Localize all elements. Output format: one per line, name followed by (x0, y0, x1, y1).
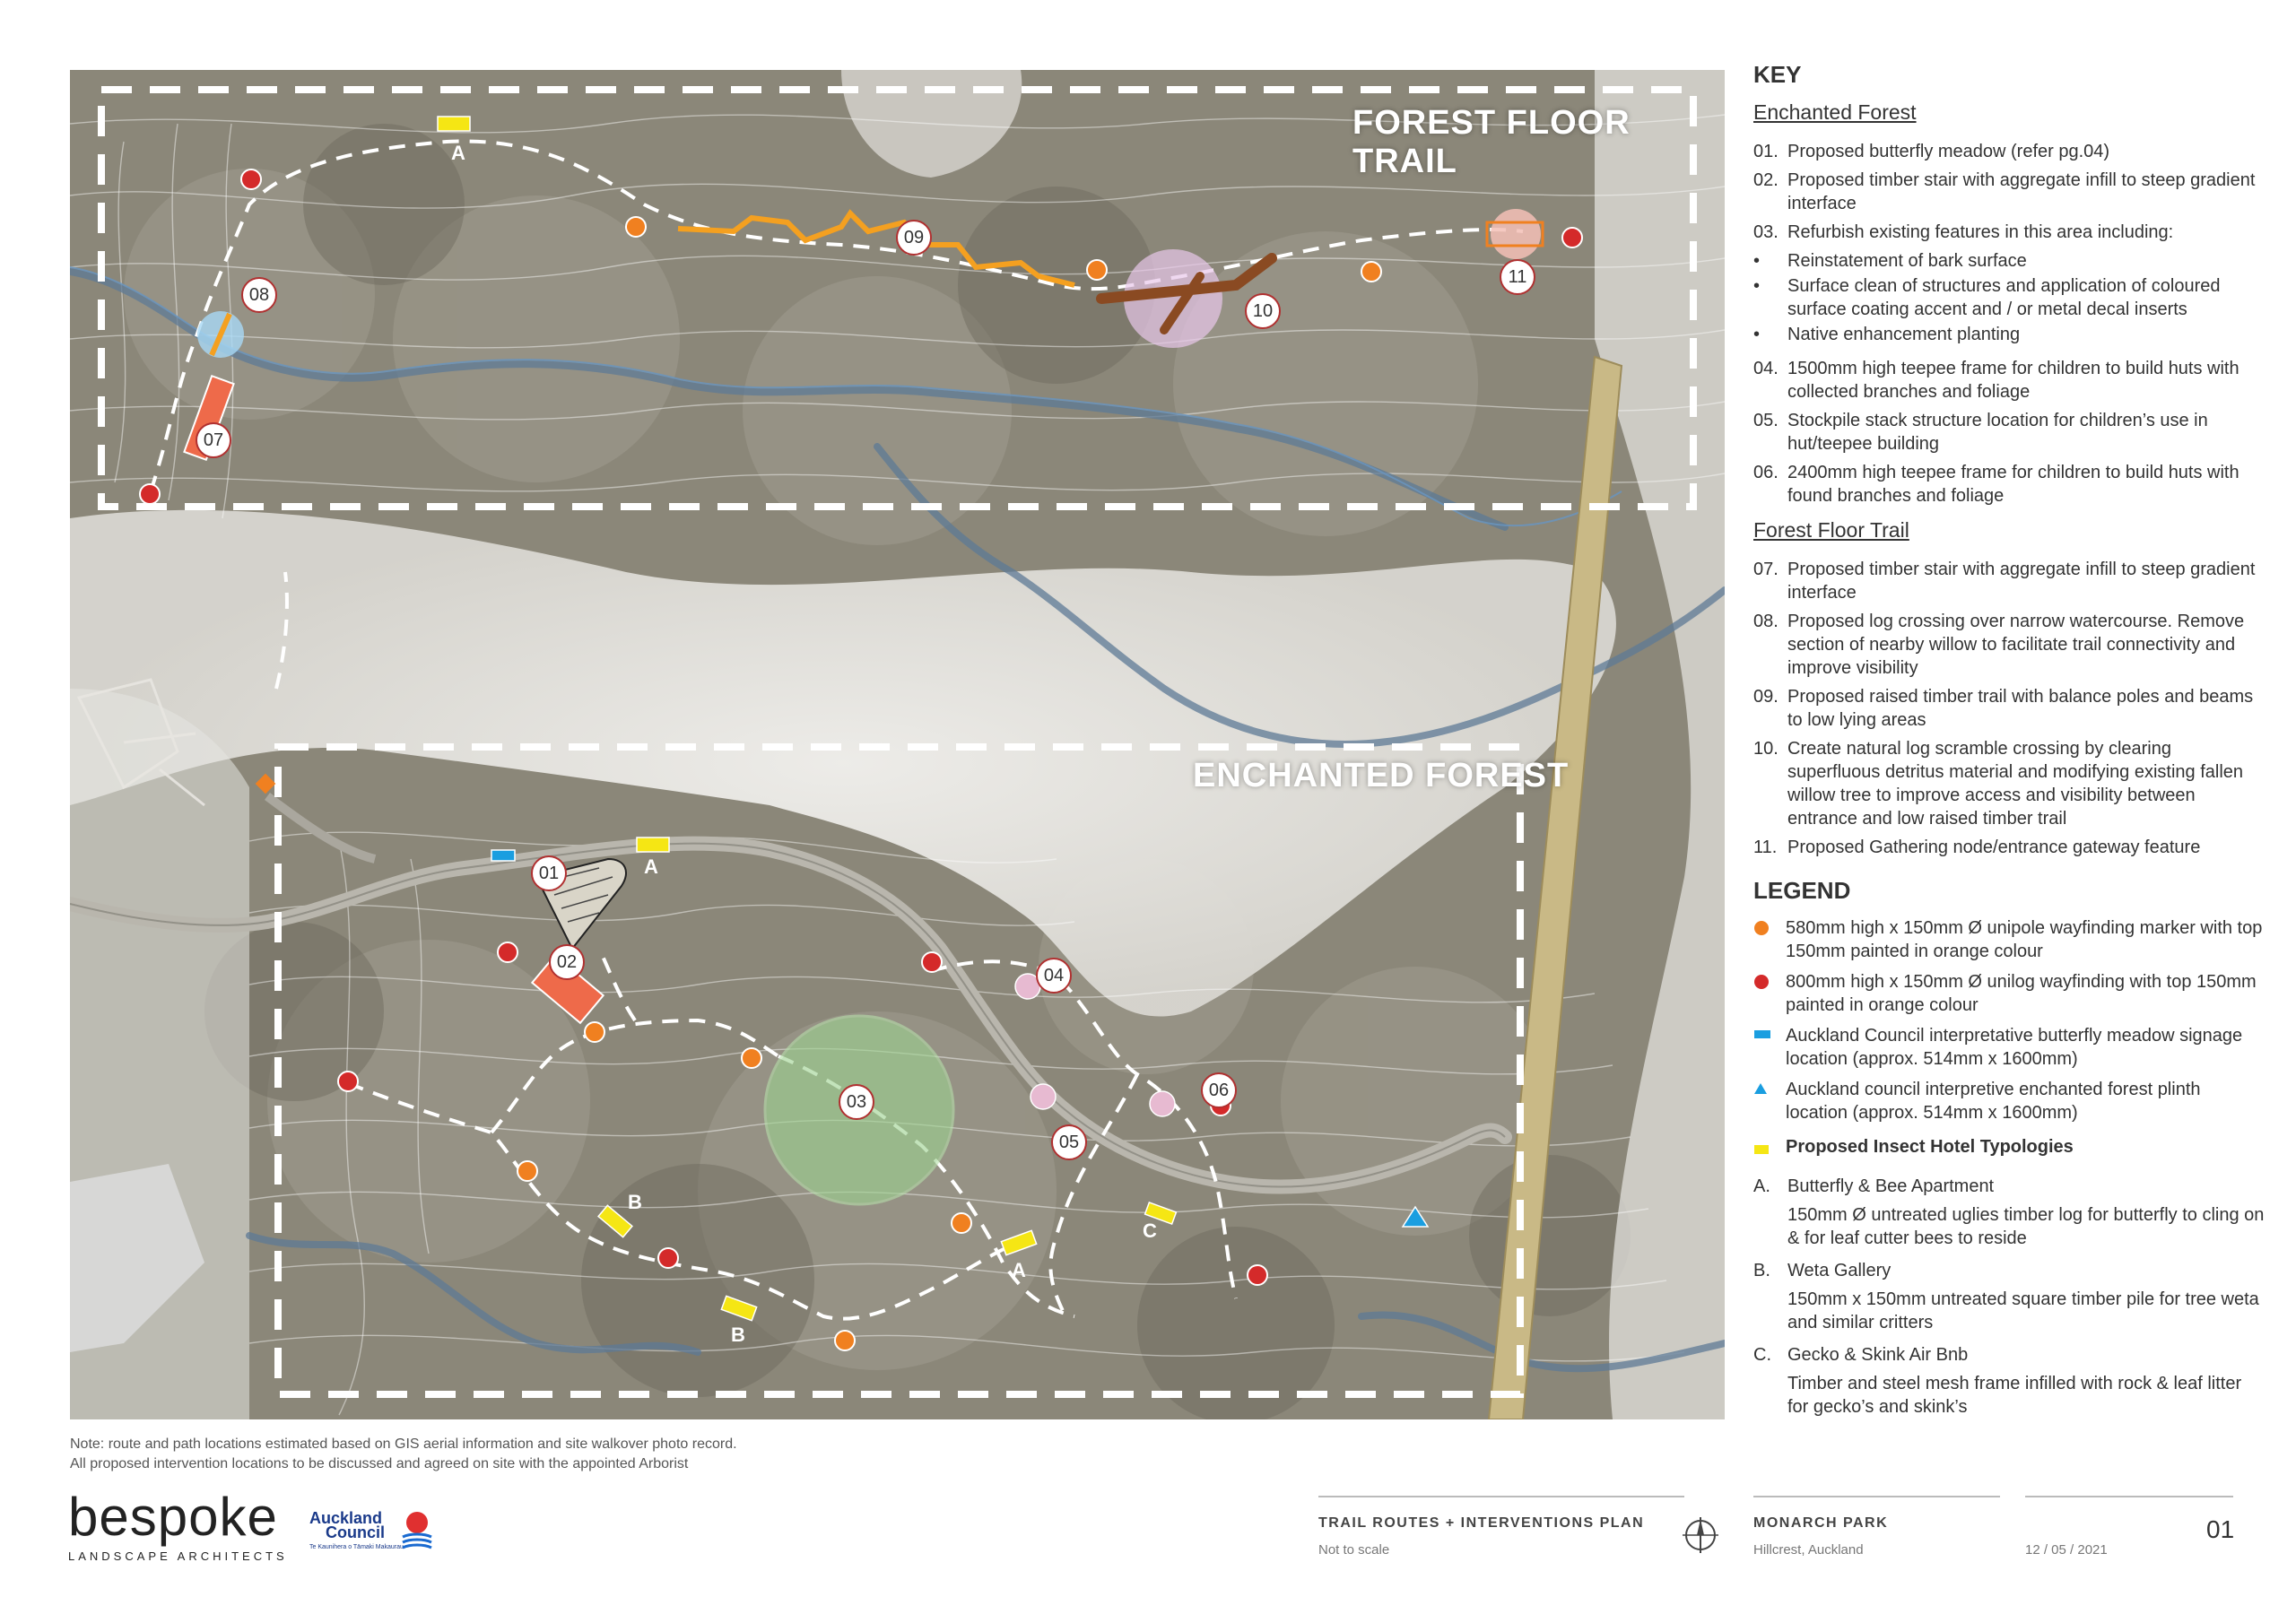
project-location: Hillcrest, Auckland (1753, 1542, 1864, 1558)
key-item: 04. 1500mm high teepee frame for children to build huts with collected branches and foliage (1753, 359, 2239, 402)
key-item: 02. Proposed timber stair with aggregate infill to steep gradient interface (1753, 170, 2256, 213)
key-item: 08. Proposed log crossing over narrow watercourse. Remove section of nearby willow to facilitate trail connectivity and improve visibility (1753, 612, 2245, 678)
auckland-council-logo (309, 1510, 444, 1564)
hotel-letter: A (644, 855, 658, 878)
hotel-letter: A (1012, 1259, 1026, 1281)
key-bullet: • Surface clean of structures and application of coloured surface coating accent and / or metal decal inserts (1753, 276, 2221, 319)
gathering-node-11 (1491, 209, 1541, 259)
tag-09: 09 (896, 220, 932, 256)
council-line1: Auckland (309, 1509, 383, 1527)
pohutukawa-icon (399, 1510, 435, 1549)
legend-item: Auckland council interpretive enchanted forest plinth location (approx. 514mm x 1600mm) (1753, 1078, 2265, 1124)
site-plan-map (70, 70, 1725, 1419)
legend-item: Auckland Council interpretative butterfly meadow signage location (approx. 514mm x 1600mm) (1753, 1024, 2265, 1071)
key-item: 11. Proposed Gathering node/entrance gateway feature (1753, 838, 2201, 857)
footer-rule (1318, 1496, 1684, 1497)
tag-03: 03 (839, 1084, 874, 1120)
key-bullet: • Native enhancement planting (1753, 325, 2021, 344)
blue-rect-icon (1753, 1028, 1771, 1040)
plan-scale: Not to scale (1318, 1542, 1390, 1558)
bespoke-logo (68, 1488, 288, 1563)
hotel-item: C. Gecko & Skink Air Bnb (1753, 1345, 1969, 1365)
legend-item: 580mm high x 150mm Ø unipole wayfinding marker with top 150mm painted in orange colour (1753, 916, 2265, 963)
plan-date: 12 / 05 / 2021 (2025, 1542, 2108, 1558)
hotel-desc: 150mm Ø untreated uglies timber log for butterfly to cling on & for leaf cutter bees to reside (1787, 1205, 2265, 1248)
project-name: MONARCH PARK (1753, 1515, 1889, 1531)
blue-triangle-icon (1753, 1081, 1768, 1096)
brand-name: bespoke (68, 1487, 278, 1547)
map-note: Note: route and path locations estimated based on GIS aerial information and site walkover photo record. All proposed intervention locations to be discussed and agreed on site with the appointed Arborist (70, 1436, 737, 1471)
key-panel (1753, 63, 2265, 1428)
key-bullet: • Reinstatement of bark surface (1753, 251, 2027, 271)
tag-02: 02 (549, 944, 585, 980)
tag-04: 04 (1036, 958, 1072, 994)
key-item: 03. Refurbish existing features in this area including: (1753, 222, 2174, 242)
key-item: 09. Proposed raised timber trail with balance poles and beams to low lying areas (1753, 687, 2254, 730)
orange-dot-icon (1753, 920, 1770, 936)
footer-rule (2025, 1496, 2233, 1497)
tag-06: 06 (1201, 1072, 1237, 1108)
brand-subtitle: LANDSCAPE ARCHITECTS (68, 1549, 288, 1563)
tag-10: 10 (1245, 293, 1281, 329)
hotel-letter: C (1143, 1219, 1157, 1242)
north-arrow-icon (1681, 1515, 1720, 1555)
plan-title: TRAIL ROUTES + INTERVENTIONS PLAN (1318, 1515, 1645, 1531)
tag-07: 07 (196, 422, 231, 458)
legend-item: 800mm high x 150mm Ø unilog wayfinding with top 150mm painted in orange colour (1753, 970, 2265, 1017)
page-number: 01 (2206, 1515, 2235, 1543)
key-item: 05. Stockpile stack structure location for children’s use in hut/teepee building (1753, 411, 2208, 454)
key-item: 07. Proposed timber stair with aggregate infill to steep gradient interface (1753, 560, 2256, 603)
hotel-letter: B (731, 1324, 745, 1346)
key-item: 06. 2400mm high teepee frame for children to build huts with found branches and foliage (1753, 463, 2239, 506)
enchanted-forest-label: ENCHANTED FOREST (1193, 757, 1570, 794)
key-title: KEY (1753, 61, 1802, 88)
footer-rule (1753, 1496, 2000, 1497)
key-item: 01. Proposed butterfly meadow (refer pg.04) (1753, 142, 2110, 161)
enchanted-forest-heading: Enchanted Forest (1753, 100, 1917, 124)
hotel-item: A. Butterfly & Bee Apartment (1753, 1176, 1995, 1196)
hotel-letter: A (451, 142, 465, 164)
hotel-item: B. Weta Gallery (1753, 1261, 1892, 1280)
butterfly-signage-icon (491, 850, 515, 861)
tag-01: 01 (531, 855, 567, 891)
council-tagline: Te Kaunihera o Tāmaki Makaurau (309, 1544, 404, 1550)
tag-08: 08 (241, 277, 277, 313)
aerial-map-graphic (70, 70, 1725, 1419)
legend-title: LEGEND (1753, 877, 1851, 904)
forest-floor-trail-label: FOREST FLOOR TRAIL (1352, 104, 1631, 180)
insect-hotel-heading: Proposed Insect Hotel Typologies (1753, 1135, 2265, 1162)
hotel-desc: 150mm x 150mm untreated square timber pile for tree weta and similar critters (1787, 1289, 2259, 1332)
tag-11: 11 (1500, 259, 1535, 295)
red-dot-icon (1753, 974, 1770, 990)
key-item: 10. Create natural log scramble crossing by clearing superfluous detritus material and modifying existing fallen willow tree to improve access and visibility between entrance and low raised timber trail (1753, 739, 2244, 829)
forest-floor-heading: Forest Floor Trail (1753, 518, 1909, 542)
hotel-letter: B (628, 1191, 642, 1213)
yellow-rect-icon (1753, 1143, 1770, 1156)
council-line2: Council (326, 1523, 385, 1541)
tag-05: 05 (1051, 1124, 1087, 1160)
hotel-desc: Timber and steel mesh frame infilled with rock & leaf litter for gecko’s and skink’s (1787, 1374, 2242, 1417)
